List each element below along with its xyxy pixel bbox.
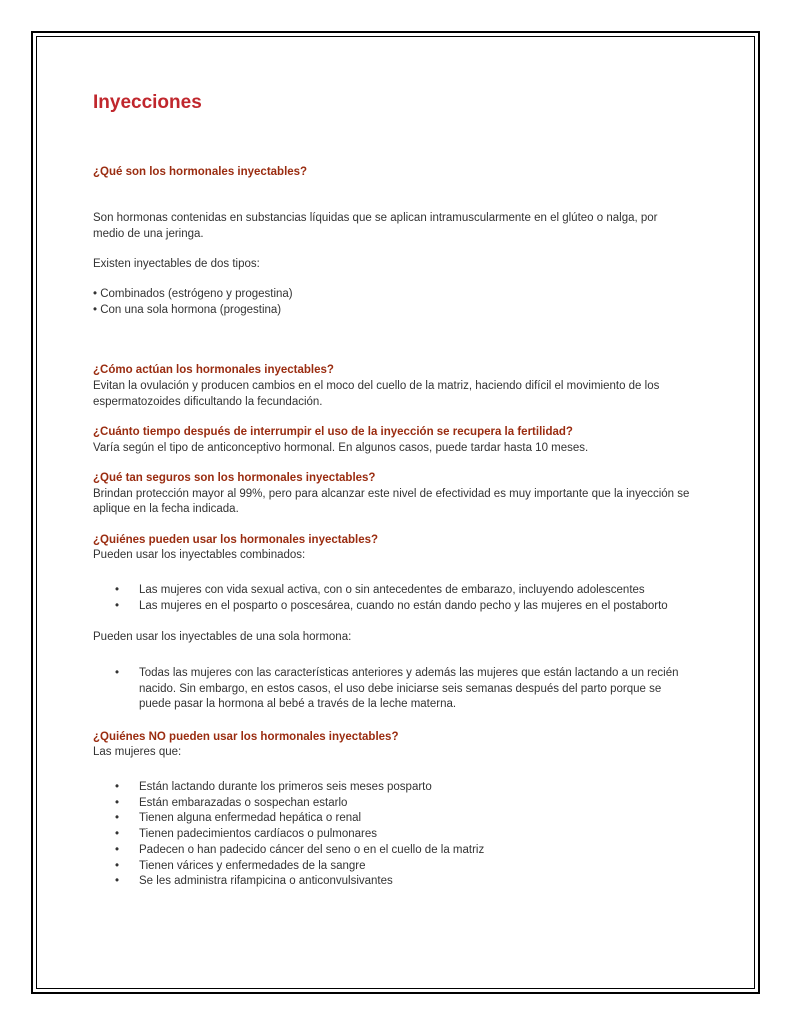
heading-que-son: ¿Qué son los hormonales inyectables? (93, 166, 308, 178)
type-item-single: • Con una sola hormona (progestina) (93, 304, 282, 316)
bullet-icon: • (115, 843, 120, 856)
bullet-icon: • (115, 667, 120, 679)
bullet-icon: • (115, 875, 120, 888)
list-item: • Tienen várices y enfermedades de la sangre (93, 859, 693, 875)
list-item: • Tienen padecimientos cardíacos o pulmonares (93, 827, 693, 843)
paragraph-line: Existen inyectables de dos tipos: (93, 258, 260, 270)
paragraph-line: Pueden usar los inyectables de una sola hormona: (93, 631, 352, 643)
paragraph-line: Brindan protección mayor al 99%, pero para alcanzar este nivel de efectividad es muy importante que la inyección se (93, 488, 690, 500)
paragraph-line: medio de una jeringa. (93, 228, 204, 240)
single-hormone-list (93, 666, 693, 713)
heading-quienes-pueden: ¿Quiénes pueden usar los hormonales inyectables? (93, 534, 379, 546)
list-item: • Tienen alguna enfermedad hepática o renal (93, 811, 693, 827)
heading-seguridad: ¿Qué tan seguros son los hormonales inyectables? (93, 472, 376, 484)
paragraph-line: espermatozoides dificultando la fecundación. (93, 396, 323, 408)
list-item: • Padecen o han padecido cáncer del seno o en el cuello de la matriz (93, 843, 693, 859)
list-item: • Las mujeres con vida sexual activa, con o sin antecedentes de embarazo, incluyendo adolescentes (93, 583, 693, 599)
heading-quienes-no-pueden: ¿Quiénes NO pueden usar los hormonales inyectables? (93, 731, 399, 743)
page-title: Inyecciones (93, 92, 202, 113)
paragraph-line: Son hormonas contenidas en substancias líquidas que se aplican intramuscularmente en el glúteo o nalga, por (93, 212, 658, 224)
list-item: • Se les administra rifampicina o anticonvulsivantes (93, 874, 693, 890)
bullet-icon: • (115, 812, 120, 825)
list-item: • Están embarazadas o sospechan estarlo (93, 796, 693, 812)
bullet-icon: • (115, 859, 120, 872)
bullet-icon: • (115, 599, 120, 612)
paragraph-line: Pueden usar los inyectables combinados: (93, 549, 306, 561)
contraindications-list (93, 780, 693, 890)
heading-como-actuan: ¿Cómo actúan los hormonales inyectables? (93, 364, 334, 376)
bullet-icon: • (115, 828, 120, 841)
paragraph-line: aplique en la fecha indicada. (93, 503, 239, 515)
combined-users-list (93, 583, 693, 614)
bullet-icon: • (115, 796, 120, 809)
paragraph-line: Evitan la ovulación y producen cambios en el moco del cuello de la matriz, haciendo difícil el movimiento de los (93, 380, 660, 392)
type-item-combined: • Combinados (estrógeno y progestina) (93, 288, 293, 300)
paragraph-line: Varía según el tipo de anticonceptivo hormonal. En algunos casos, puede tardar hasta 10 meses. (93, 442, 589, 454)
paragraph-line: Las mujeres que: (93, 746, 182, 758)
bullet-icon: • (115, 584, 120, 596)
list-item: • Las mujeres en el posparto o poscesárea, cuando no están dando pecho y las mujeres en el postaborto (93, 599, 693, 615)
bullet-icon: • (115, 781, 120, 793)
list-item: • Están lactando durante los primeros seis meses posparto (93, 780, 693, 796)
heading-fertilidad: ¿Cuánto tiempo después de interrumpir el uso de la inyección se recupera la fertilidad? (93, 426, 573, 438)
list-item: • Todas las mujeres con las características anteriores y además las mujeres que están lactando a un recién nacido. Sin embargo, en estos casos, el uso debe iniciarse seis semanas después del parto porque se puede pasar la hormona al bebé a través de la leche materna. (115, 667, 679, 711)
